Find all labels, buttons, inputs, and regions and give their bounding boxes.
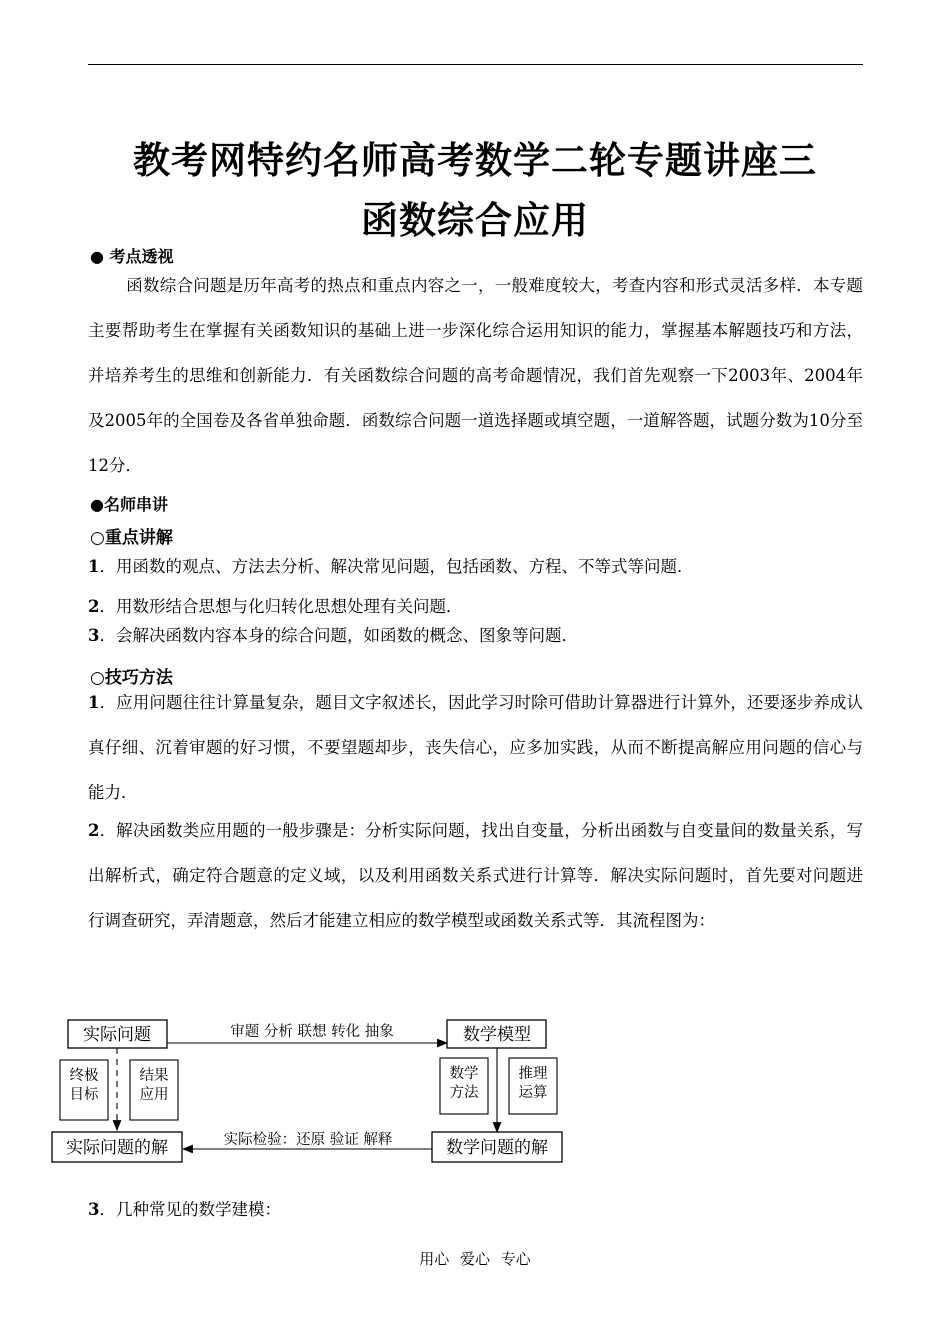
technique-item-3: 3．几种常见的数学建模： — [88, 1200, 281, 1219]
section-heading-teacher: ●名师串讲 — [90, 495, 168, 514]
box-result-apply-label-2: 应用 — [139, 1087, 169, 1103]
box-math-method-label-1: 数学 — [449, 1066, 479, 1082]
box-reasoning-label-1: 推理 — [518, 1066, 548, 1082]
box-math-solution-label: 数学问题的解 — [446, 1138, 548, 1158]
flowchart — [0, 1000, 950, 1180]
box-math-method-label-2: 方法 — [449, 1085, 479, 1101]
key-point-item: 2．用数形结合思想与化归转化思想处理有关问题． — [88, 597, 463, 616]
box-math-model-label: 数学模型 — [463, 1025, 531, 1045]
arrow-bottom-label: 实际检验：还原 验证 解释 — [223, 1132, 393, 1148]
key-point-item: 3．会解决函数内容本身的综合问题，如函数的概念、图象等问题． — [88, 626, 578, 645]
technique-paragraph-2: 2．解决函数类应用题的一般步骤是：分析实际问题，找出自变量，分析出函数与自变量间的数量关系，写出解析式，确定符合题意的定义域，以及利用函数关系式进行计算等．解决实际问题时，首先要对问题进行调查研究，弄清题意，然后才能建立相应的数学模型或函数关系式等．其流程图为： — [88, 821, 863, 930]
section-heading-exam-points: ● 考点透视 — [90, 247, 174, 266]
page-subtitle: 函数综合应用 — [361, 199, 589, 242]
box-final-goal-label-1: 终极 — [69, 1068, 99, 1084]
arrow-top-label: 审题 分析 联想 转化 抽象 — [230, 1024, 394, 1040]
intro-paragraph-text: 函数综合问题是历年高考的热点和重点内容之一，一般难度较大，考查内容和形式灵活多样．本专题主要帮助考生在掌握有关函数知识的基础上进一步深化综合运用知识的能力，掌握基本解题技巧和方法，并培养考生的思维和创新能力．有关函数综合问题的高考命题情况，我们首先观察一下2003年、2004年及2005年的全国卷及各省单独命题．函数综合问题一道选择题或填空题，一道解答题，试题分数为10分至12分． — [88, 276, 863, 475]
subheading-key-points: ○重点讲解 — [90, 528, 173, 548]
key-point-item: 1．用函数的观点、方法去分析、解决常见问题，包括函数、方程、不等式等问题． — [88, 557, 694, 576]
box-actual-solution-label: 实际问题的解 — [66, 1138, 168, 1158]
intro-paragraph — [88, 263, 863, 488]
box-result-apply-label-1: 结果 — [139, 1068, 169, 1084]
page-footer: 用心 爱心 专心 — [419, 1250, 531, 1268]
technique-paragraph-1: 1．应用问题往往计算量复杂，题目文字叙述长，因此学习时除可借助计算器进行计算外，还要逐步养成认真仔细、沉着审题的好习惯，不要望题却步，丧失信心，应多加实践，从而不断提高解应用问题的信心与能力． — [88, 693, 863, 802]
box-final-goal-label-2: 目标 — [69, 1087, 99, 1103]
box-actual-problem-label: 实际问题 — [83, 1025, 151, 1045]
page-title: 教考网特约名师高考数学二轮专题讲座三 — [133, 139, 817, 182]
box-reasoning-label-2: 运算 — [518, 1085, 548, 1101]
top-rule — [88, 64, 863, 65]
subheading-techniques: ○技巧方法 — [90, 668, 173, 688]
